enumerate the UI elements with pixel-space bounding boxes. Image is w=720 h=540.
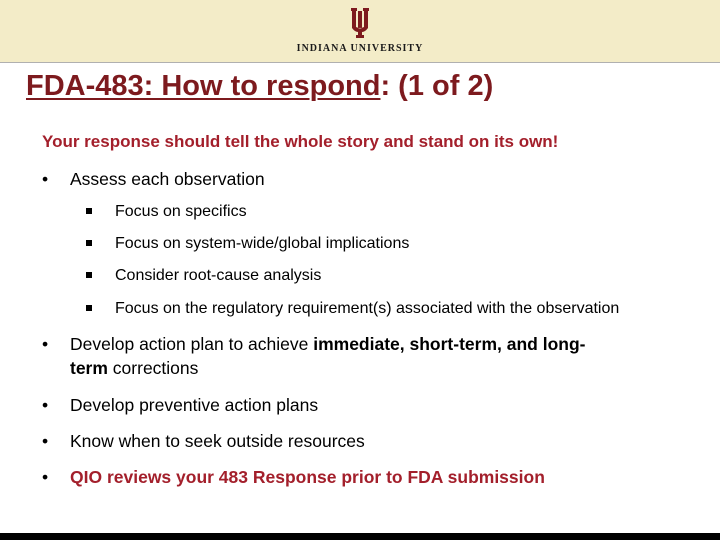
bullet-dot: • (42, 467, 49, 487)
sub-item-text: Focus on specifics (115, 203, 247, 220)
iu-trident-icon (349, 6, 371, 40)
logo-text: INDIANA UNIVERSITY (296, 43, 424, 54)
square-bullet (86, 272, 92, 278)
sub-item-text: Focus on system-wide/global implications (115, 235, 410, 252)
sub-item-text: Focus on the regulatory requirement(s) associated with the observation (115, 300, 620, 317)
slide-subtitle: Your response should tell the whole story and stand on its own! (42, 132, 559, 151)
square-bullet (86, 208, 92, 214)
bullet-dot: • (42, 334, 49, 354)
bullet-dot: • (42, 395, 49, 415)
bullet-text: Develop preventive action plans (70, 395, 319, 415)
bullet-text: Assess each observation (70, 169, 265, 189)
header-divider (0, 62, 720, 63)
square-bullet (86, 240, 92, 246)
slide-title (26, 70, 493, 103)
bullet-text: Know when to seek outside resources (70, 431, 365, 451)
square-bullet (86, 305, 92, 311)
bottom-bar (0, 533, 720, 540)
bullet-text: Develop action plan to achieve immediate, short-term, and long- term corrections (70, 334, 586, 378)
bullet-dot: • (42, 431, 49, 451)
university-logo (0, 6, 720, 40)
bullet-text: QIO reviews your 483 Response prior to FDA submission (70, 467, 545, 487)
sub-item-text: Consider root-cause analysis (115, 267, 322, 284)
slide-title-main: FDA-483: How to respond (26, 70, 381, 102)
bullet-dot: • (42, 169, 49, 189)
slide-title-part: : (1 of 2) (380, 70, 494, 102)
